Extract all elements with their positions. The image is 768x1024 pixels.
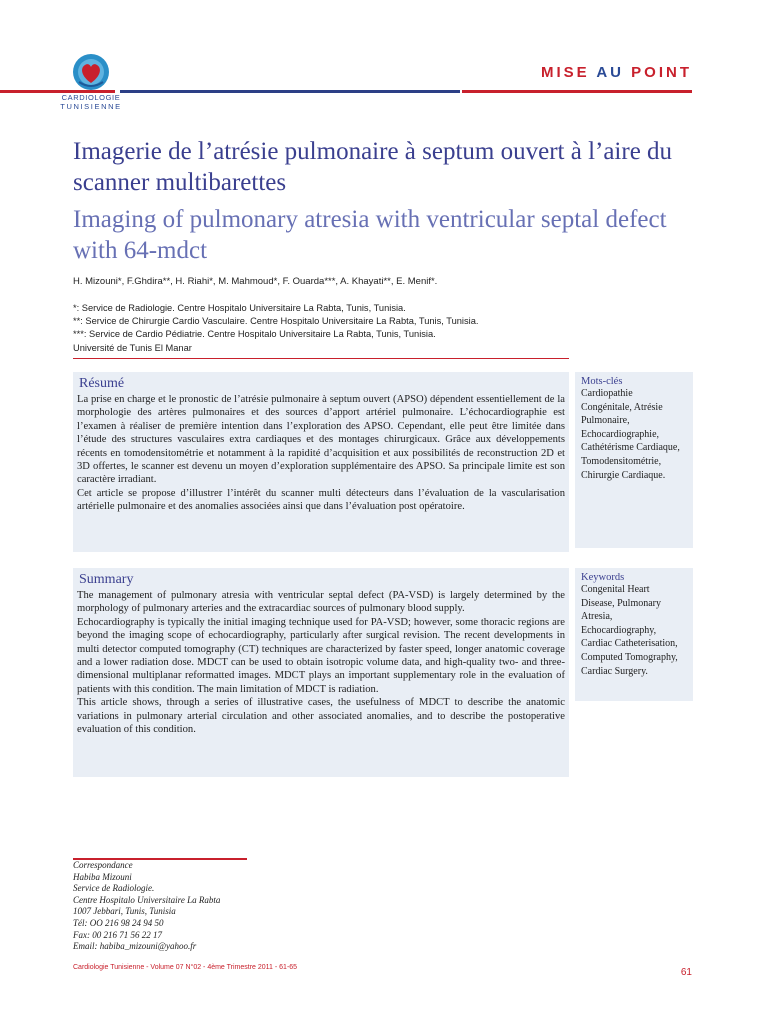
- section-label-part3: POINT: [631, 64, 692, 81]
- resume-paragraph: Cet article se propose d’illustrer l’intérêt du scanner multi détecteurs dans l’évaluation de la vascularisation artérielle pulmonaire et des anomalies associées ainsi que dans l’évaluation post opératoire.: [77, 487, 565, 513]
- correspondance-line: 1007 Jebbari, Tunis, Tunisia: [73, 906, 176, 917]
- affiliations: [73, 302, 703, 355]
- mots-cles-item: Cathétérisme Cardiaque,: [581, 442, 680, 454]
- summary-paragraph: Echocardiography is typically the initial imaging technique used for PA-VSD; however, some thoracic regions are beyond the imaging scope of echocardiography, particularly after surgical revision. The recent developments in multi detector computed tomography (CT) techniques are characterized by faster speed, longer anatomic coverage and a lower radiation dose. MDCT can be used to obtain isotropic volume data, and high-quality two- and three-dimensional multiplanar reformatted images. MDCT plays an important supplementary role in the evaluation of patients with this condition. The main limitation of MDCT is radiation.: [77, 616, 565, 695]
- correspondance-line: Habiba Mizouni: [73, 871, 132, 882]
- affiliation-line: Université de Tunis El Manar: [73, 342, 192, 353]
- mots-cles-item: Chirurgie Cardiaque.: [581, 469, 666, 481]
- logo-text-line1: CARDIOLOGIE: [61, 93, 121, 102]
- header-bar-red-right: [462, 90, 692, 93]
- correspondance-line: Centre Hospitalo Universitaire La Rabta: [73, 894, 221, 905]
- divider-rule: [73, 358, 569, 359]
- correspondance-block: [73, 860, 333, 953]
- title-english: Imaging of pulmonary atresia with ventricular septal defect with 64-mdct: [73, 206, 667, 264]
- correspondance-line: Service de Radiologie.: [73, 883, 155, 894]
- journal-footer: Cardiologie Tunisienne - Volume 07 N°02 - 4ème Trimestre 2011 - 61-65: [73, 964, 298, 971]
- correspondance-line: Fax: 00 216 71 56 22 17: [73, 929, 162, 940]
- header-bar-blue: [120, 90, 460, 93]
- keywords-title: Keywords: [581, 572, 625, 583]
- resume-paragraph: La prise en charge et le pronostic de l’atrésie pulmonaire à septum ouvert (APSO) dépendent essentiellement de la morphologie des artères pulmonaires et des sources d’apport artériel pulmonaire. L’échocardiographie est l’examen à réaliser de première intention dans l’exploration des APSO. Cependant, elle peut être limitée dans l’étude des structures vasculaires extra cardiaques et des montages chirurgicaux. Grâce aux développements récents en tomodensitométrie et notamment à la rapidité d’acquisition et aux possibilités de reconstruction 2D et 3D offertes, le scanner est devenu un moyen d’exploration supplémentaire des APSO. Sa principale limite est son caractère irradiant.: [77, 394, 565, 486]
- mots-cles-box: [575, 372, 693, 548]
- keyword-item: Echocardiography,: [581, 624, 657, 636]
- summary-title: Summary: [79, 572, 134, 587]
- resume-title: Résumé: [79, 376, 125, 391]
- summary-paragraph: The management of pulmonary atresia with ventricular septal defect (PA-VSD) is largely determined by the morphology of pulmonary arteries and the extracardiac sources of pulmonary blood supply.: [77, 590, 565, 615]
- section-label-part2: AU: [596, 64, 624, 81]
- mots-cles-item: Congénitale, Atrésie: [581, 401, 663, 413]
- logo-text-line2: TUNISIENNE: [60, 101, 122, 111]
- correspondance-heading: Correspondance: [73, 860, 133, 870]
- keyword-item: Cardiac Surgery.: [581, 665, 648, 677]
- affiliation-line: *: Service de Radiologie. Centre Hospitalo Universitaire La Rabta, Tunis, Tunisia.: [73, 303, 406, 313]
- page-number: 61: [680, 967, 692, 978]
- section-label: [541, 64, 692, 81]
- keywords-box: [575, 568, 693, 701]
- mots-cles-item: Tomodensitométrie,: [581, 455, 662, 467]
- correspondance-email: Email: habiba_mizouni@yahoo.fr: [73, 941, 197, 952]
- mots-cles-item: Cardiopathie: [581, 388, 633, 399]
- heart-globe-icon: [69, 52, 113, 92]
- mots-cles-item: Pulmonaire,: [581, 415, 630, 427]
- summary-box: [73, 568, 569, 777]
- title-french: Imagerie de l’atrésie pulmonaire à septum ouvert à l’aire du scanner multibarettes: [73, 138, 673, 196]
- keyword-item: Atresia,: [581, 611, 613, 623]
- resume-box: [73, 372, 569, 552]
- header-bar-red-left: [0, 90, 115, 93]
- section-label-part1: MISE: [541, 64, 590, 81]
- header-rule: [0, 88, 692, 93]
- keyword-item: Cardiac Catheterisation,: [581, 638, 678, 650]
- keyword-item: Computed Tomography,: [581, 651, 678, 663]
- journal-logo: [60, 52, 122, 111]
- keyword-item: Disease, Pulmonary: [581, 597, 661, 609]
- correspondance-line: Tél: OO 216 98 24 94 50: [73, 917, 164, 928]
- keyword-item: Congenital Heart: [581, 584, 650, 595]
- summary-paragraph: This article shows, through a series of illustrative cases, the usefulness of MDCT to describe the anatomic variations in pulmonary arterial circulation and other associated anomalies, and to describe the postoperative evaluation of this condition.: [77, 697, 565, 736]
- affiliation-line: ***: Service de Cardio Pédiatrie. Centre Hospitalo Universitaire La Rabta, Tunis, Tunisia.: [73, 329, 436, 340]
- mots-cles-title: Mots-clés: [581, 376, 623, 387]
- mots-cles-item: Echocardiographie,: [581, 428, 660, 440]
- author-list: H. Mizouni*, F.Ghdira**, H. Riahi*, M. Mahmoud*, F. Ouarda***, A. Khayati**, E. Menif*.: [73, 276, 438, 287]
- affiliation-line: **: Service de Chirurgie Cardio Vasculaire. Centre Hospitalo Universitaire La Rabta, Tunis, Tunisia.: [73, 316, 479, 327]
